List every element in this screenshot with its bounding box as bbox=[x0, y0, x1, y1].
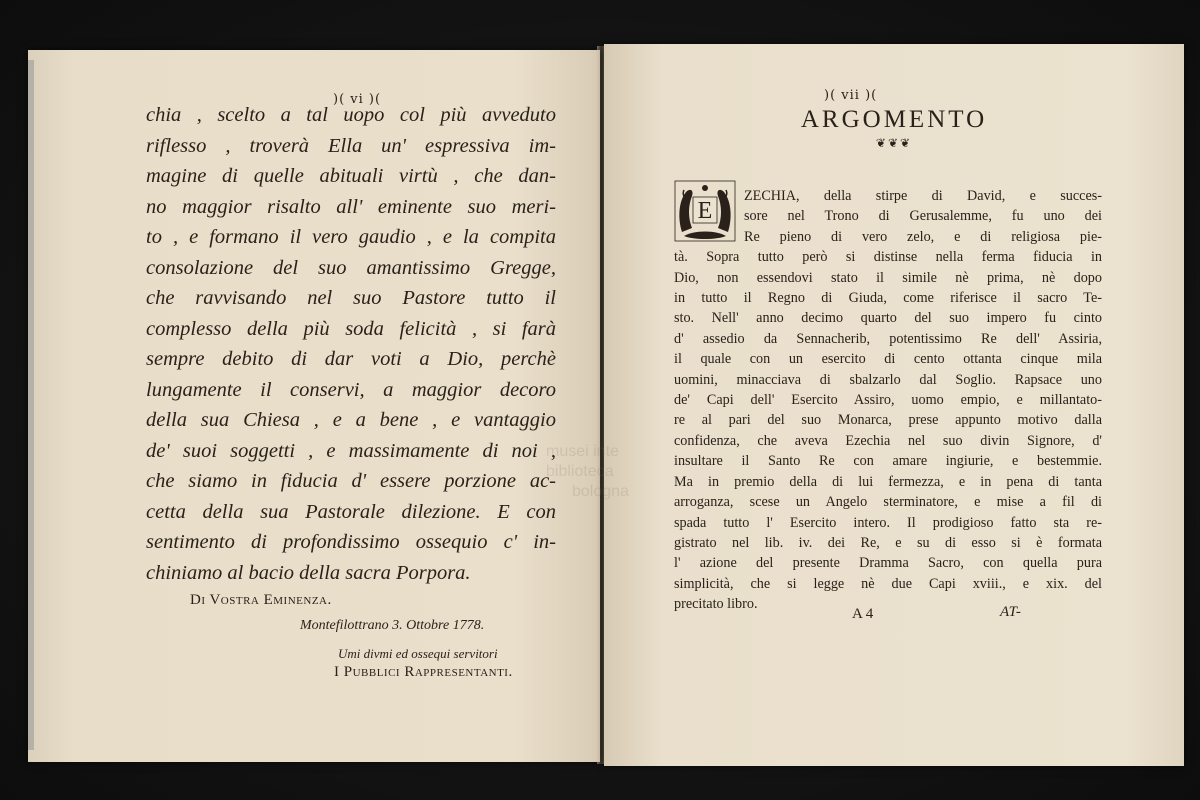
text-line: insultare il Santo Re con amare ingiurie, e bestemmie. bbox=[674, 453, 1102, 470]
text-line: spada tutto l' Esercito intero. Il prodigioso fatto sta re- bbox=[674, 514, 1102, 531]
text-line: il quale con un esercito di cento ottanta cinque mila bbox=[674, 351, 1102, 368]
text-line: arroganza, scese un Angelo sterminatore, e mise a fil di bbox=[674, 494, 1102, 511]
text-line: Dio, non essendovi stato il simile nè prima, nè dopo bbox=[674, 269, 1102, 286]
text-line: to , e formano il vero gaudio , e la compita bbox=[146, 226, 556, 248]
text-line: sentimento di profondissimo ossequio c' in- bbox=[146, 531, 556, 553]
text-line: in tutto il Regno di Giuda, come riferisce il sacro Te- bbox=[674, 290, 1102, 307]
text-line: sempre debito di dar voti a Dio, perchè bbox=[146, 348, 556, 370]
argomento-text bbox=[674, 186, 1102, 615]
text-line: Ma in premio della di lui fermezza, e in pena di tanta bbox=[674, 473, 1102, 490]
text-line: tà. Sopra tutto però si distinse nella ferma fiducia in bbox=[674, 249, 1102, 266]
text-line: che ravvisando nel suo Pastore tutto il bbox=[146, 287, 556, 309]
section-heading: ARGOMENTO bbox=[800, 106, 988, 133]
text-line: che siamo in fiducia d' essere porzione ac- bbox=[146, 470, 556, 492]
heading-ornament: ❦❦❦ bbox=[875, 136, 913, 150]
text-line: l' azione del presente Dramma Sacro, con quella pura bbox=[674, 555, 1102, 572]
text-line: consolazione del suo amantissimo Gregge, bbox=[146, 256, 556, 279]
page-number-vii: )( vii )( bbox=[824, 88, 878, 103]
text-line: complesso della più soda felicità , si farà bbox=[146, 317, 556, 340]
text-line: simplicità, che si legge nè due Capi xviii., e xix. del bbox=[674, 575, 1102, 592]
text-line: della sua Chiesa , e a bene , e vantaggio bbox=[146, 409, 556, 431]
text-line: precitato libro. bbox=[674, 596, 758, 613]
text-line: cetta della sua Pastorale dilezione. E con bbox=[146, 500, 556, 523]
text-line: uomini, minacciava di sbalzarlo dal Soglio. Rapsace uno bbox=[674, 371, 1102, 388]
text-line: chia , scelto a tal uopo col più avveduto bbox=[146, 104, 556, 126]
watermark-line: bologna bbox=[572, 483, 629, 500]
text-line: sto. Nell' anno decimo quarto del suo impero fu cinto bbox=[674, 310, 1102, 327]
text-line: d' assedio da Sennacherib, potentissimo Re dell' Assiria, bbox=[674, 330, 1102, 347]
signature: I Pubblici Rappresentanti. bbox=[334, 664, 513, 680]
text-line: no maggior risalto all' eminente suo meri- bbox=[146, 195, 556, 218]
text-line: Re pieno di vero zelo, e di religiosa pie- bbox=[744, 228, 1102, 245]
signature-mark: A 4 bbox=[852, 606, 874, 622]
library-watermark bbox=[546, 442, 629, 502]
dedication-text bbox=[146, 100, 556, 588]
watermark-line: biblioteca bbox=[546, 463, 614, 480]
text-line: chiniamo al bacio della sacra Porpora. bbox=[146, 561, 471, 584]
text-line: riflesso , troverà Ella un' espressiva im- bbox=[146, 134, 556, 157]
closing-line: Umi divmi ed ossequi servitori bbox=[338, 646, 498, 661]
text-line: de' suoi soggetti , e massimamente di noi , bbox=[146, 439, 556, 462]
text-line: confidenza, che aveva Ezechia nel suo divin Signore, d' bbox=[674, 432, 1102, 449]
text-line: gistrato nel lib. iv. dei Re, e su di esso si è formata bbox=[674, 534, 1102, 551]
text-line: de' Capi dell' Esercito Assiro, uomo empio, e millantato- bbox=[674, 392, 1102, 409]
text-line: magine di quelle abituali virtù , che dan- bbox=[146, 165, 556, 187]
drop-cap-letter: E bbox=[697, 198, 713, 224]
right-page bbox=[604, 44, 1184, 766]
text-line: ZECHIA, della stirpe di David, e succes- bbox=[744, 188, 1102, 204]
date-line: Montefilottrano 3. Ottobre 1778. bbox=[300, 618, 485, 633]
page-number-vi: )( vi )( bbox=[333, 92, 382, 107]
left-page bbox=[28, 50, 600, 762]
text-line: sore nel Trono di Gerusalemme, fu uno dei bbox=[744, 208, 1102, 225]
catchword: AT- bbox=[1000, 604, 1021, 620]
text-line: lungamente il conservi, a maggior decoro bbox=[146, 378, 556, 401]
watermark-line: musei inte bbox=[546, 443, 619, 460]
salutation: Di Vostra Eminenza. bbox=[190, 592, 332, 608]
text-line: re al pari del suo Monarca, prese appunto motivo dalla bbox=[674, 412, 1102, 429]
